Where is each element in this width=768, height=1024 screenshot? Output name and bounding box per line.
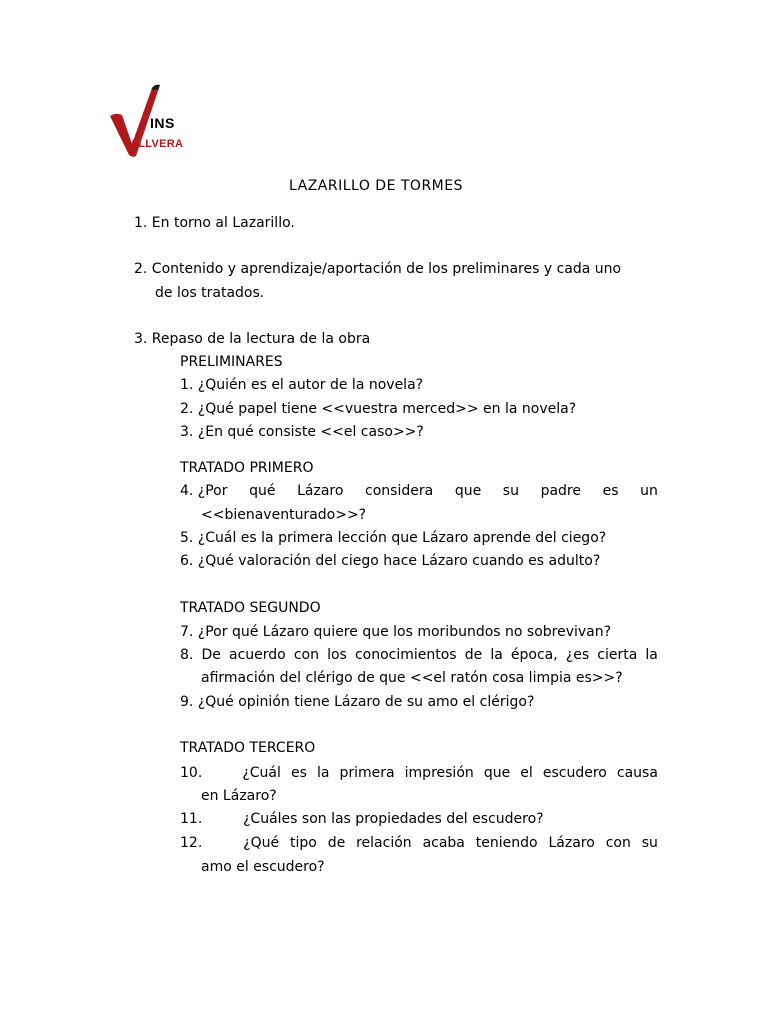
word: conocimientos [354, 647, 457, 663]
word: la [645, 647, 658, 663]
word: con [293, 647, 319, 663]
question-11-text: ¿Cuáles son las propiedades del escudero? [243, 811, 544, 827]
word: que [483, 765, 511, 781]
question-6: 6. ¿Qué valoración del ciego hace Lázaro cuando es adulto? [180, 553, 601, 569]
question-4-line-1 [180, 483, 658, 499]
question-3: 3. ¿En qué consiste <<el caso>>? [180, 424, 424, 440]
word: teniendo [475, 835, 538, 851]
word: un [640, 483, 658, 499]
section-heading-tratado-segundo: TRATADO SEGUNDO [180, 600, 321, 616]
word: la [316, 765, 330, 781]
word: ¿Cuál [242, 765, 281, 781]
word: considera [365, 483, 434, 499]
word: impresión [404, 765, 474, 781]
point-3: 3. Repaso de la lectura de la obra [134, 331, 371, 347]
question-10-line-2: en Lázaro? [201, 788, 277, 804]
word: escudero [542, 765, 607, 781]
word: su [641, 835, 658, 851]
section-heading-tratado-primero: TRATADO PRIMERO [180, 460, 314, 476]
question-8-line-2: afirmación del clérigo de que <<el ratón cosa limpia es>>? [201, 670, 623, 686]
word: Lázaro [548, 835, 595, 851]
word: los [327, 647, 347, 663]
question-5: 5. ¿Cuál es la primera lección que Lázaro aprende del ciego? [180, 530, 607, 546]
word: que [454, 483, 482, 499]
word: primera [339, 765, 395, 781]
question-7: 7. ¿Por qué Lázaro quiere que los moribundos no sobrevivan? [180, 624, 612, 640]
school-logo [108, 82, 198, 158]
logo-ins-text: INS [150, 115, 175, 131]
word: cierta [597, 647, 638, 663]
word: la [490, 647, 503, 663]
question-4-line-2: <<bienaventurado>>? [201, 507, 367, 523]
word: es [602, 483, 619, 499]
word: 8. [180, 647, 194, 663]
question-10-line-1 [180, 765, 658, 781]
question-2: 2. ¿Qué papel tiene <<vuestra merced>> en la novela? [180, 401, 577, 417]
word: tipo [289, 835, 317, 851]
question-12-line-1 [180, 835, 658, 851]
word: es [290, 765, 307, 781]
word: ¿Qué [243, 835, 280, 851]
logo-vallvera-text: ALLVERA [130, 138, 184, 150]
question-12-line-2: amo el escudero? [201, 859, 325, 875]
word: relación [356, 835, 412, 851]
point-2-line-2: de los tratados. [155, 285, 265, 301]
word: 10. [180, 765, 203, 781]
question-1: 1. ¿Quién es el autor de la novela? [180, 377, 424, 393]
word: ¿es [565, 647, 590, 663]
question-9: 9. ¿Qué opinión tiene Lázaro de su amo el clérigo? [180, 694, 535, 710]
word: de [327, 835, 346, 851]
question-11-number: 11. [180, 811, 203, 827]
word: el [520, 765, 533, 781]
word: época, [510, 647, 558, 663]
section-heading-preliminares: PRELIMINARES [180, 354, 283, 370]
word: Lázaro [297, 483, 344, 499]
point-1: 1. En torno al Lazarillo. [134, 215, 295, 231]
word: de [464, 647, 483, 663]
word: De [201, 647, 221, 663]
point-2-line-1: 2. Contenido y aprendizaje/aportación de los preliminares y cada uno [134, 261, 622, 277]
word: con [605, 835, 631, 851]
word: acuerdo [228, 647, 286, 663]
section-heading-tratado-tercero: TRATADO TERCERO [180, 740, 316, 756]
word: 12. [180, 835, 203, 851]
document-title: LAZARILLO DE TORMES [289, 178, 463, 194]
word: 4. ¿Por [180, 483, 228, 499]
word: qué [249, 483, 276, 499]
word: su [502, 483, 519, 499]
word: causa [616, 765, 658, 781]
word: padre [540, 483, 581, 499]
word: acaba [422, 835, 465, 851]
question-8-line-1 [180, 647, 658, 663]
